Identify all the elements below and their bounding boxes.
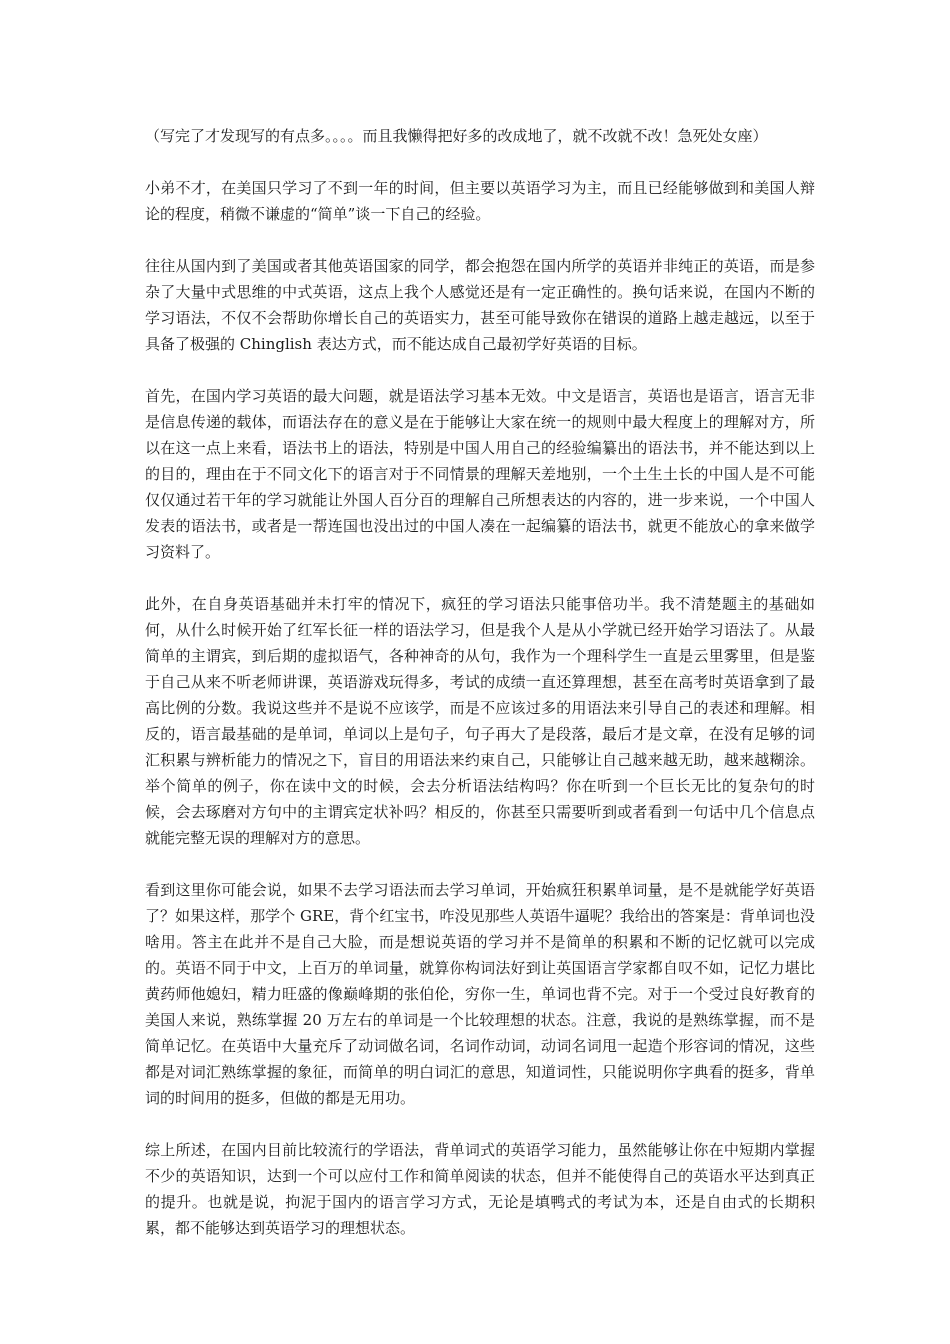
paragraph-conclusion: 综上所述，在国内目前比较流行的学语法，背单词式的英语学习能力，虽然能够让你在中短期内掌握不少的英语知识，达到一个可以应付工作和简单阅读的状态，但并不能使得自己的英语水平达到真正的提升。也就是说，拘泥于国内的语言学习方式，无论是填鸭式的考试为本，还是自由式的长期积累，都不能够达到英语学习的理想状态。	[145, 1141, 815, 1237]
paragraph-intro: 小弟不才，在美国只学习了不到一年的时间，但主要以英语学习为主，而且已经能够做到和美国人辩论的程度，稍微不谦虚的“简单”谈一下自己的经验。	[145, 179, 815, 223]
paragraph-vocabulary: 看到这里你可能会说，如果不去学习语法而去学习单词，开始疯狂积累单词量，是不是就能学好英语了？如果这样，那学个 GRE，背个红宝书，咋没见那些人英语牛逼呢？我给出的答案是：背单词也没啥用。答主在此并不是自己大脸，而是想说英语的学习并不是简单的积累和不断的记忆就可以完成的。英语不同于中文，上百万的单词量，就算你构词法好到让英国语言学家都自叹不如，记忆力堪比黄药师他媳妇，精力旺盛的像巅峰期的张伯伦，穷你一生，单词也背不完。对于一个受过良好教育的美国人来说，熟练掌握 20 万左右的单词是一个比较理想的状态。注意，我说的是熟练掌握，而不是简单记忆。在英语中大量充斥了动词做名词，名词作动词，动词名词甩一起造个形容词的情况，这些都是对词汇熟练掌握的象征，而简单的明白词汇的意思，知道词性，只能说明你字典看的挺多，背单词的时间用的挺多，但做的都是无用功。	[145, 881, 815, 1107]
paragraph-grammar-ineffective: 首先，在国内学习英语的最大问题，就是语法学习基本无效。中文是语言，英语也是语言，语言无非是信息传递的载体，而语法存在的意义是在于能够让大家在统一的规则中最大程度上的理解对方，所以在这一点上来看，语法书上的语法，特别是中国人用自己的经验编纂出的语法书，并不能达到以上的目的，理由在于不同文化下的语言对于不同情景的理解天差地别，一个土生土长的中国人是不可能仅仅通过若干年的学习就能让外国人百分百的理解自己所想表达的内容的，进一步来说，一个中国人发表的语法书，或者是一帮连国也没出过的中国人凑在一起编纂的语法书，就更不能放心的拿来做学习资料了。	[145, 387, 815, 561]
paragraph-chinglish: 往往从国内到了美国或者其他英语国家的同学，都会抱怨在国内所学的英语并非纯正的英语，而是参杂了大量中式思维的中式英语，这点上我个人感觉还是有一定正确性的。换句话来说，在国内不断的学习语法，不仅不会帮助你增长自己的英语实力，甚至可能导致你在错误的道路上越走越远，以至于具备了极强的 Chinglish 表达方式，而不能达成自己最初学好英语的目标。	[145, 257, 815, 353]
document-body	[145, 123, 815, 1241]
paragraph-note: （写完了才发现写的有点多。。。。而且我懒得把好多的改成地了，就不改就不改！急死处女座）	[145, 127, 768, 145]
paragraph-grammar-foundation: 此外，在自身英语基础并未打牢的情况下，疯狂的学习语法只能事倍功半。我不清楚题主的基础如何，从什么时候开始了红军长征一样的语法学习，但是我个人是从小学就已经开始学习语法了。从最简单的主谓宾，到后期的虚拟语气，各种神奇的从句，我作为一个理科学生一直是云里雾里，但是鉴于自己从来不听老师讲课，英语游戏玩得多，考试的成绩一直还算理想，甚至在高考时英语拿到了最高比例的分数。我说这些并不是说不应该学，而是不应该过多的用语法来引导自己的表述和理解。相反的，语言最基础的是单词，单词以上是句子，句子再大了是段落，最后才是文章，在没有足够的词汇积累与辨析能力的情况之下，盲目的用语法来约束自己，只能够让自己越来越无助，越来越糊涂。举个简单的例子，你在读中文的时候，会去分析语法结构吗？你在听到一个巨长无比的复杂句的时候，会去琢磨对方句中的主谓宾定状补吗？相反的，你甚至只需要听到或者看到一句话中几个信息点就能完整无误的理解对方的意思。	[145, 595, 815, 847]
